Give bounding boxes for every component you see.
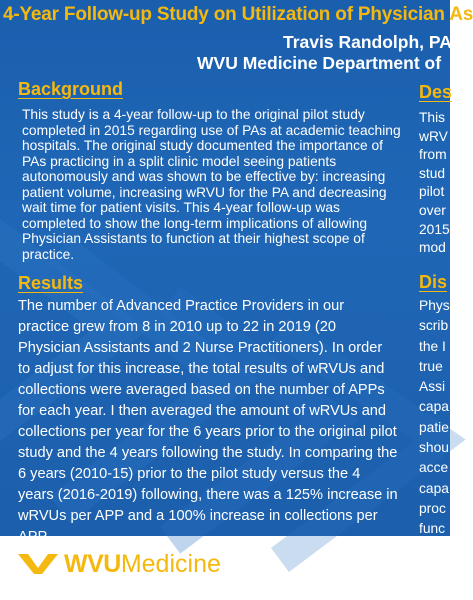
- results-text: The number of Advanced Practice Providers in our practice grew from 8 in 2010 up to 22 in 2019 (20 Physician Assistants and 2 Nurse Practitioners). In order to adjust for this increase, the total results of wRVUs and collections were averaged based on the number of APPs for each year. I then averaged the amount of wRVUs and collections per year for the 6 years prior to the original pilot study and the 4 years following the study. In comparing the 6 years (2010-15) prior to the pilot study versus the 4 years (2016-2019) following, there was a 125% increase in wRVUs per APP and a 100% increase in collections per APP.: [18, 298, 398, 545]
- discussion-line: patie: [419, 419, 449, 435]
- results-heading: Results: [18, 273, 84, 293]
- poster-title: 4-Year Follow-up Study on Utilization of Physician As: [3, 4, 473, 25]
- discussion-line: capa: [419, 480, 449, 496]
- background-heading: Background: [18, 79, 124, 99]
- poster-department: WVU Medicine Department of: [197, 53, 442, 73]
- discussion-line: func: [419, 521, 446, 537]
- description-line: pilot: [419, 184, 445, 200]
- discussion-heading: Dis: [419, 272, 448, 292]
- discussion-line: acce: [419, 460, 449, 476]
- discussion-line: the I: [419, 338, 446, 354]
- discussion-line: Phys: [419, 298, 450, 313]
- description-line: stud: [419, 165, 446, 181]
- logo-wvu: WVU: [64, 550, 121, 578]
- description-line: over: [419, 202, 446, 218]
- description-line: This: [419, 110, 446, 125]
- description-heading: Des: [419, 82, 453, 102]
- description-line: 2015: [419, 221, 450, 237]
- description-line: from: [419, 147, 447, 163]
- description-line: mod: [419, 240, 446, 256]
- discussion-line: proc: [419, 500, 446, 516]
- description-text: [419, 110, 450, 259]
- discussion-line: capa: [419, 399, 449, 415]
- flying-wv-icon: [18, 552, 58, 576]
- background-text: This study is a 4-year follow-up to the original pilot study completed in 2015 regarding use of PAs at academic teaching hospitals. The original study documented the importance of PAs practicing in a split clinic model seeing patients autonomously and was shown to be effective by: increasing patient volume, increasing wRVU for the PA and decreasing wait time for patient visits. This 4-year follow-up was completed to show the long-term implications of allowing Physician Assistants to function at their highest scope of practice.: [22, 107, 401, 262]
- discussion-text: [419, 298, 450, 542]
- discussion-line: scrib: [419, 318, 449, 334]
- wvu-medicine-logo: [18, 549, 221, 579]
- poster-author: Travis Randolph, PA-: [283, 32, 458, 52]
- description-line: wRV: [419, 128, 448, 144]
- discussion-line: true: [419, 358, 443, 374]
- discussion-line: shou: [419, 440, 449, 456]
- discussion-line: Assi: [419, 379, 446, 395]
- logo-medicine: Medicine: [120, 550, 221, 578]
